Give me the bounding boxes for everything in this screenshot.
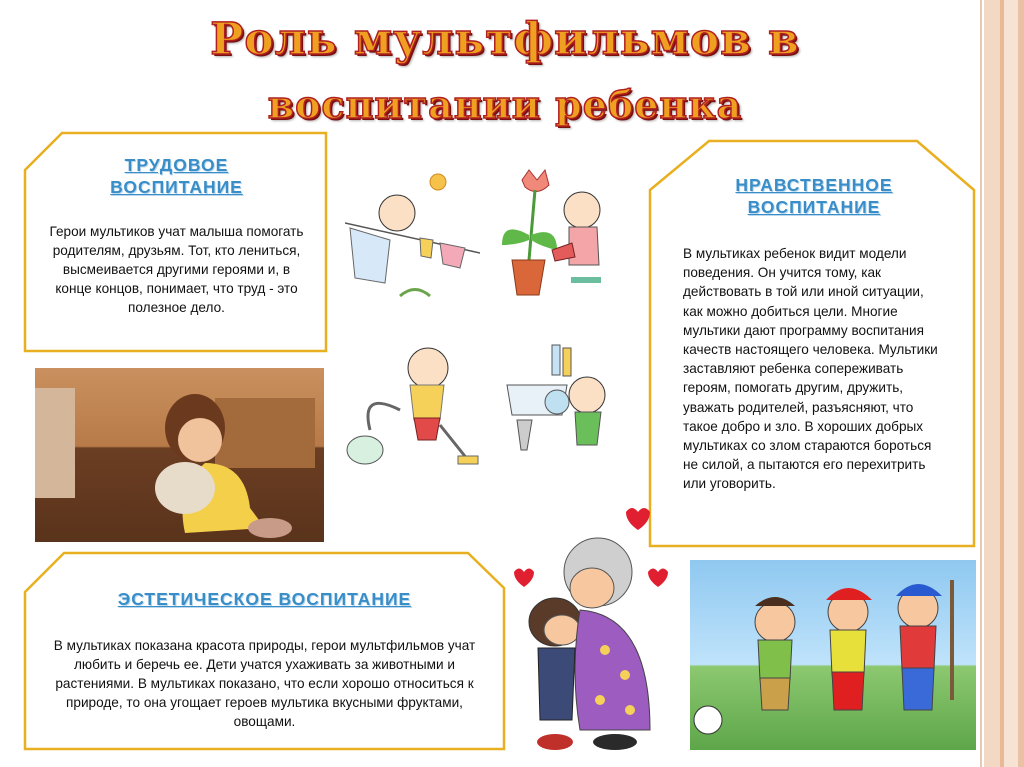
cartoon-watering-flower-image [497,165,617,315]
cartoon-laundry-image [345,168,480,303]
moral-box-title-1: НРАВСТВЕННОЕ [735,175,893,195]
aesthetic-box-title: ЭСТЕТИЧЕСКОЕ ВОСПИТАНИЕ [117,589,412,609]
moral-box-title-2: ВОСПИТАНИЕ [747,197,881,217]
page-title-line-2: воспитании ребенка [267,82,743,127]
boys-illustration [690,560,976,750]
dishes-illustration [497,340,617,480]
three-boys-image [690,560,976,750]
labor-box-text: Герои мультиков учат малыша помогать родителям, друзьям. Тот, кто лениться, высмеивается другими героями и, в конце концов, понимает, что труд - это полезное дело. [49,224,304,315]
aesthetic-box-text: В мультиках показана красота природы, герои мультфильмов учат любить и беречь ее. Дети учатся ухаживать за животными и растениями. В мультиках показано, что если хорошо относиться к природе, то она угощает героев мультика вкусными фруктами, овощами. [53,638,476,729]
girl-hugging-dog-image [35,368,324,542]
moral-box-text: В мультиках ребенок видит модели поведения. Он учится тому, как действовать в той или иной ситуации, как можно добиться цели. Многие мультики дают программу воспитания качеств настоящего человека. Мультики заставляют ребенка сопереживать героям, помогать другим, дружить, уважать родителей, разъясняют, что такое добро и зло. В хороших добрых мультиках со злом стараются бороться не силой, а пытаются его перехитрить или уговорить. [683,246,938,492]
grandma-hug-illustration [510,500,670,758]
laundry-illustration [345,168,480,303]
labor-box-title-2: ВОСПИТАНИЕ [110,177,243,197]
cartoon-vacuum-image [340,330,485,480]
aesthetic-education-box [24,552,505,750]
labor-education-box [24,132,327,352]
cartoon-washing-dishes-image [497,340,617,480]
page-title-line-1: Роль мультфильмов в [210,14,800,65]
labor-box-title-1: ТРУДОВОЕ [124,155,229,175]
vacuum-illustration [340,330,485,480]
moral-education-box [649,140,975,547]
grandma-hug-image [510,500,670,758]
watering-illustration [497,165,617,315]
girl-dog-illustration [35,368,324,542]
